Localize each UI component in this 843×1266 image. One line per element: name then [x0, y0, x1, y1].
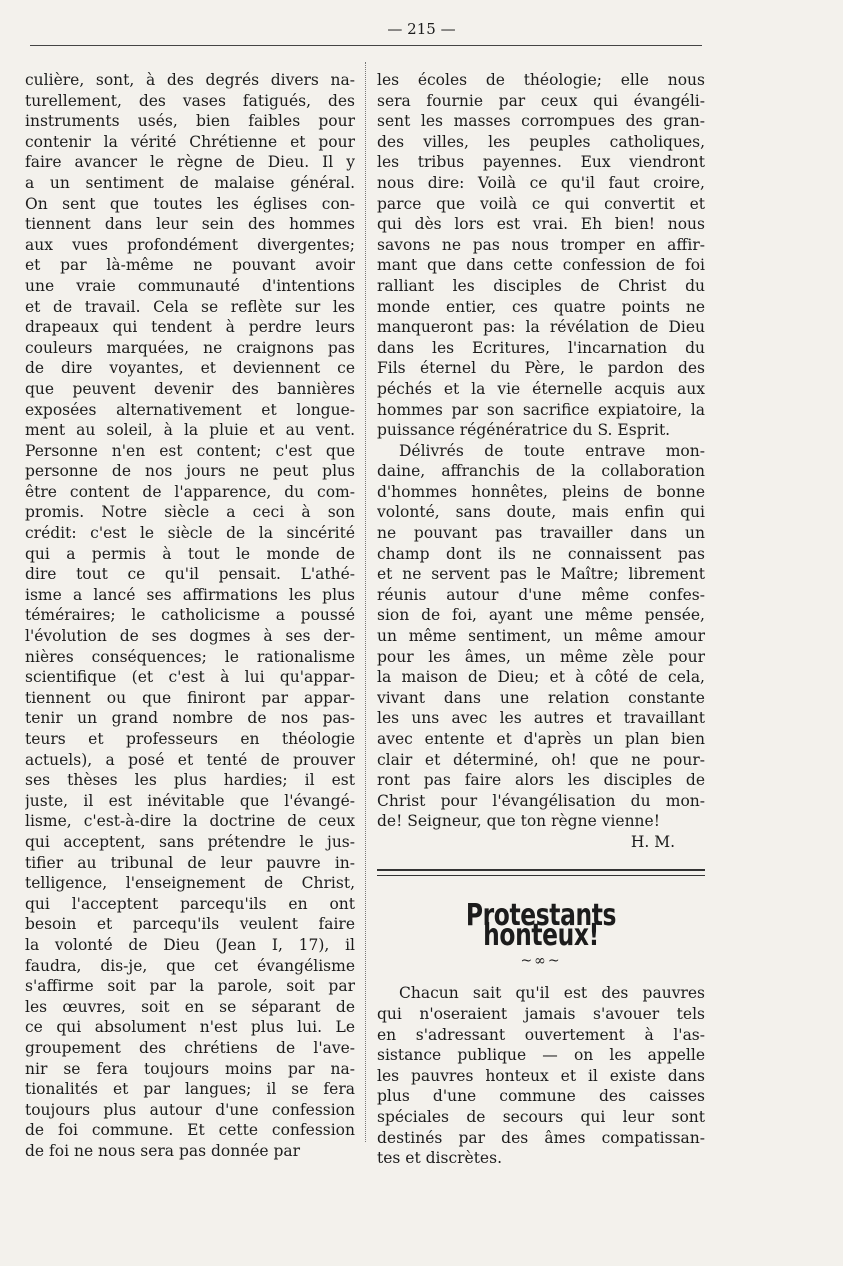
- text-line: les œuvres, soit en se séparant de: [25, 997, 355, 1016]
- text-line: a un sentiment de malaise général.: [25, 173, 355, 192]
- text-line: nir se fera toujours moins par na-: [25, 1059, 355, 1078]
- text-line: sera fournie par ceux qui évangéli-: [377, 91, 705, 110]
- text-line: téméraires; le catholicisme a poussé: [25, 606, 355, 625]
- text-line: juste, il est inévitable que l'évangé-: [25, 791, 355, 810]
- text-line: ne pouvant pas travailler dans un: [377, 524, 705, 543]
- text-line: telligence, l'enseignement de Christ,: [25, 874, 355, 893]
- text-line: ralliant les disciples de Christ du: [377, 276, 705, 295]
- text-line: daine, affranchis de la collaboration: [377, 462, 705, 481]
- text-line: scientifique (et c'est à lui qu'appar-: [25, 668, 355, 687]
- text-line: puissance régénératrice du S. Esprit.: [377, 421, 671, 440]
- text-line: ront pas faire alors les disciples de: [377, 771, 705, 790]
- text-line: s'affirme soit par la parole, soit par: [25, 977, 355, 996]
- article-body: [377, 983, 705, 1168]
- text-line: culière, sont, à des degrés divers na-: [25, 71, 355, 89]
- text-line: destinés par des âmes compatissan-: [377, 1128, 705, 1147]
- text-line: savons ne pas nous tromper en affir-: [377, 235, 705, 254]
- text-line: couleurs marquées, ne craignons pas: [25, 338, 355, 357]
- text-line: monde entier, ces quatre points ne: [377, 297, 705, 316]
- text-line: vivant dans une relation constante: [377, 688, 705, 707]
- right-column: [377, 70, 705, 1169]
- text-line: de foi commune. Et cette confession: [25, 1121, 355, 1140]
- text-line: Fils éternel du Père, le pardon des: [377, 359, 705, 378]
- text-line: exposées alternativement et longue-: [25, 400, 355, 419]
- text-line: ment au soleil, à la pluie et au vent.: [25, 421, 355, 440]
- text-line: instruments usés, bien faibles pour: [25, 112, 355, 131]
- text-line: la volonté de Dieu (Jean I, 17), il: [25, 935, 355, 954]
- text-line: aux vues profondément divergentes;: [25, 235, 355, 254]
- text-line: l'évolution de ses dogmes à ses der-: [25, 627, 355, 646]
- text-line: Christ pour l'évangélisation du mon-: [377, 791, 705, 810]
- text-line: spéciales de secours qui leur sont: [377, 1107, 705, 1126]
- text-line: un même sentiment, un même amour: [377, 627, 705, 646]
- text-line: tiennent ou que finiront par appar-: [25, 688, 355, 707]
- text-line: champ dont ils ne connaissent pas: [377, 544, 705, 563]
- text-line: Chacun sait qu'il est des pauvres: [399, 984, 705, 1003]
- text-line: turellement, des vases fatigués, des: [25, 91, 355, 110]
- text-line: de dire voyantes, et deviennent ce: [25, 359, 355, 378]
- text-line: parce que voilà ce qui convertit et: [377, 194, 705, 213]
- text-line: contenir la vérité Chrétienne et pour: [25, 132, 355, 151]
- text-line: tes et discrètes.: [377, 1149, 502, 1168]
- text-line: isme a lancé ses affirmations les plus: [25, 585, 355, 604]
- header-rule: [30, 45, 702, 46]
- text-line: groupement des chrétiens de l'ave-: [25, 1038, 355, 1057]
- text-line: actuels), a posé et tenté de prouver: [25, 750, 355, 769]
- text-line: volonté, sans doute, mais enfin qui: [377, 503, 705, 522]
- text-line: faudra, dis-je, que cet évangélisme: [25, 956, 355, 975]
- text-line: besoin et parcequ'ils veulent faire: [25, 915, 355, 934]
- text-line: dire tout ce qu'il pensait. L'athé-: [25, 565, 355, 584]
- text-line: les pauvres honteux et il existe dans: [377, 1066, 705, 1085]
- text-line: nières conséquences; le rationalisme: [25, 647, 355, 666]
- text-line: plus d'une commune des caisses: [377, 1087, 705, 1106]
- text-line: dans les Ecritures, l'incarnation du: [377, 338, 705, 357]
- text-line: ce qui absolument n'est plus lui. Le: [25, 1018, 355, 1037]
- text-line: clair et déterminé, oh! que ne pour-: [377, 750, 705, 769]
- text-line: les uns avec les autres et travaillant: [377, 709, 705, 728]
- text-line: en s'adressant ouvertement à l'as-: [377, 1025, 705, 1044]
- text-line: péchés et la vie éternelle acquis aux: [377, 379, 705, 398]
- text-line: faire avancer le règne de Dieu. Il y: [25, 153, 355, 172]
- text-line: des villes, les peuples catholiques,: [377, 132, 705, 151]
- text-line: d'hommes honnêtes, pleins de bonne: [377, 482, 705, 501]
- text-line: pour les âmes, un même zèle pour: [377, 647, 705, 666]
- text-line: teurs et professeurs en théologie: [25, 730, 355, 748]
- text-line: les tribus payennes. Eux viendront: [377, 153, 705, 172]
- text-line: tionalités et par langues; il se fera: [25, 1080, 355, 1099]
- text-line: toujours plus autour d'une confession: [25, 1100, 355, 1119]
- text-line: tifier au tribunal de leur pauvre in-: [25, 853, 355, 872]
- text-line: On sent que toutes les églises con-: [25, 194, 355, 213]
- text-line: les écoles de théologie; elle nous: [377, 71, 705, 89]
- text-line: une vraie communauté d'intentions: [25, 276, 355, 295]
- text-line: que peuvent devenir des bannières: [25, 379, 355, 398]
- text-line: tiennent dans leur sein des hommes: [25, 215, 355, 234]
- text-line: être content de l'apparence, du com-: [25, 482, 355, 501]
- ornament: ~∞~: [520, 952, 562, 969]
- text-line: de! Seigneur, que ton règne vienne!: [377, 812, 660, 831]
- section-divider: [377, 869, 705, 876]
- text-line: de foi ne nous sera pas donnée par: [25, 1141, 301, 1160]
- text-line: sistance publique — on les appelle: [377, 1046, 705, 1065]
- text-line: réunis autour d'une même confes-: [377, 585, 705, 604]
- text-line: qui acceptent, sans prétendre le jus-: [25, 832, 355, 851]
- text-line: et de travail. Cela se reflète sur les: [25, 297, 355, 316]
- page-number: — 215 —: [387, 20, 456, 38]
- right-column-text: [377, 70, 705, 832]
- text-line: qui l'acceptent parcequ'ils en ont: [25, 894, 355, 913]
- text-line: tenir un grand nombre de nos pas-: [25, 709, 355, 728]
- text-line: ses thèses les plus hardies; il est: [25, 771, 355, 790]
- text-line: sent les masses corrompues des gran-: [377, 112, 705, 131]
- text-line: drapeaux qui tendent à perdre leurs: [25, 318, 355, 337]
- text-line: qui n'oseraient jamais s'avouer tels: [377, 1004, 705, 1023]
- text-line: et ne servent pas le Maître; librement: [377, 565, 705, 584]
- text-line: la maison de Dieu; et à côté de cela,: [377, 668, 705, 687]
- left-column: [25, 70, 355, 1161]
- text-line: Délivrés de toute entrave mon-: [399, 441, 705, 460]
- text-line: nous dire: Voilà ce qu'il faut croire,: [377, 173, 705, 192]
- column-divider: [365, 62, 366, 1142]
- text-line: et par là-même ne pouvant avoir: [25, 256, 355, 275]
- signature: H. M.: [630, 832, 675, 851]
- text-line: Personne n'en est content; c'est que: [25, 441, 355, 460]
- text-line: lisme, c'est-à-dire la doctrine de ceux: [25, 812, 355, 831]
- article-title: Protestants honteux!: [465, 897, 617, 954]
- text-line: avec entente et d'après un plan bien: [377, 730, 705, 748]
- text-line: manqueront pas: la révélation de Dieu: [377, 318, 705, 337]
- text-line: hommes par son sacrifice expiatoire, la: [377, 400, 705, 419]
- text-line: personne de nos jours ne peut plus: [25, 462, 355, 481]
- text-line: qui a permis à tout le monde de: [25, 544, 355, 563]
- text-line: qui dès lors est vrai. Eh bien! nous: [377, 215, 705, 234]
- text-line: mant que dans cette confession de foi: [377, 256, 705, 275]
- text-line: crédit: c'est le siècle de la sincérité: [25, 524, 355, 543]
- text-line: sion de foi, ayant une même pensée,: [377, 606, 705, 625]
- text-line: promis. Notre siècle a ceci à son: [25, 503, 355, 522]
